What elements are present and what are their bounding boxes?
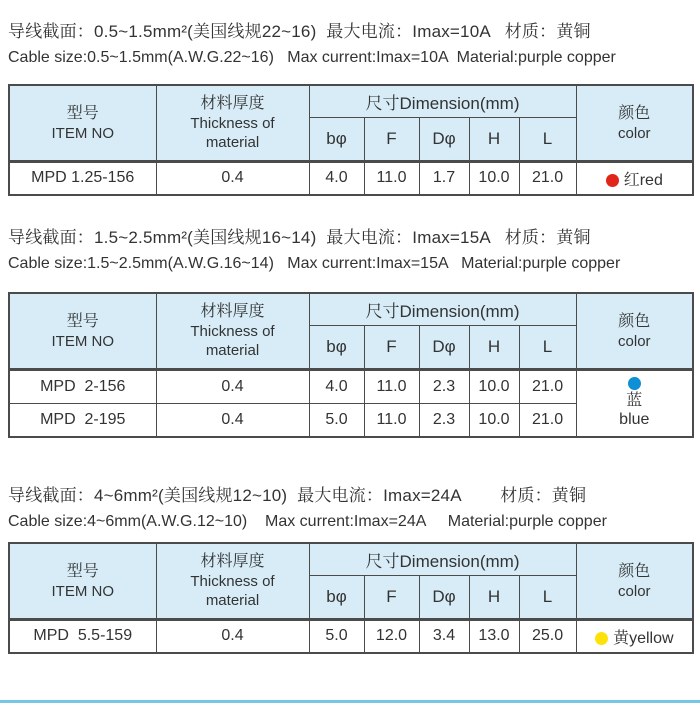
dim-l-cell: 21.0 bbox=[519, 403, 576, 437]
thickness-label-zh: 材料厚度 bbox=[200, 303, 265, 321]
dim-d-cell: 2.3 bbox=[419, 403, 469, 437]
table1-header-dim-l: L bbox=[519, 117, 576, 161]
table3-row-mpd-5-5-159 bbox=[9, 619, 693, 653]
dim-f-cell: 11.0 bbox=[364, 403, 419, 437]
item-no-label-zh: 型号 bbox=[66, 104, 99, 122]
thickness-label-en1: Thickness of bbox=[190, 115, 275, 133]
item-no-label-en: ITEM NO bbox=[51, 332, 114, 350]
section3-spec-line-en: Cable size:4~6mm(A.W.G.12~10) Max current:Imax=24A Material:purple copper bbox=[8, 513, 607, 530]
thickness-label-zh: 材料厚度 bbox=[200, 95, 265, 113]
blue-dot-icon bbox=[628, 377, 641, 390]
section3-spec-line-zh: 导线截面：4~6mm²(美国线规12~10) 最大电流：Imax=24A 材质：黄铜 bbox=[8, 486, 587, 505]
color-label-zh: 颜色 bbox=[618, 104, 651, 122]
thickness-cell: 0.4 bbox=[156, 403, 309, 437]
item-no-label-en: ITEM NO bbox=[51, 124, 114, 142]
dim-h-cell: 10.0 bbox=[469, 369, 519, 403]
table3-header-thickness bbox=[156, 543, 309, 619]
table2-header-item-no bbox=[9, 293, 156, 369]
table2-header-dim-h: H bbox=[469, 325, 519, 369]
table1-header-item-no bbox=[9, 85, 156, 161]
dim-l-cell: 25.0 bbox=[519, 619, 576, 653]
thickness-cell: 0.4 bbox=[156, 619, 309, 653]
spec-table-3 bbox=[8, 542, 694, 654]
thickness-label-en1: Thickness of bbox=[190, 573, 275, 591]
item-no-cell: MPD 2-156 bbox=[9, 369, 156, 403]
table1-row-mpd-1-25-156 bbox=[9, 161, 693, 195]
color-text-en: blue bbox=[619, 411, 650, 429]
color-label-en: color bbox=[618, 124, 651, 142]
dim-f-cell: 11.0 bbox=[364, 369, 419, 403]
dim-d-cell: 3.4 bbox=[419, 619, 469, 653]
dim-l-cell: 21.0 bbox=[519, 369, 576, 403]
page-bottom-divider bbox=[0, 700, 700, 703]
table2-header-dim-l: L bbox=[519, 325, 576, 369]
dim-l-cell: 21.0 bbox=[519, 161, 576, 195]
dim-b-cell: 5.0 bbox=[309, 403, 364, 437]
item-no-label-zh: 型号 bbox=[66, 562, 99, 580]
dim-b-cell: 4.0 bbox=[309, 369, 364, 403]
dim-b-cell: 4.0 bbox=[309, 161, 364, 195]
table3-header-dim-b: bφ bbox=[309, 575, 364, 619]
section2-spec-line-en: Cable size:1.5~2.5mm(A.W.G.16~14) Max current:Imax=15A Material:purple copper bbox=[8, 255, 621, 272]
section2-spec-line-zh: 导线截面：1.5~2.5mm²(美国线规16~14) 最大电流：Imax=15A 材质：黄铜 bbox=[8, 228, 591, 247]
table3-header-color bbox=[576, 543, 693, 619]
section1-spec-line-en: Cable size:0.5~1.5mm(A.W.G.22~16) Max current:Imax=10A Material:purple copper bbox=[8, 49, 616, 66]
table2-header-row-1 bbox=[9, 293, 693, 325]
color-cell-blue bbox=[576, 369, 693, 437]
color-cell-yellow bbox=[576, 619, 693, 653]
color-label-en: color bbox=[618, 332, 651, 350]
dim-f-cell: 11.0 bbox=[364, 161, 419, 195]
table3-header-dim-l: L bbox=[519, 575, 576, 619]
item-no-cell: MPD 5.5-159 bbox=[9, 619, 156, 653]
red-dot-icon bbox=[606, 174, 619, 187]
table1-header-color bbox=[576, 85, 693, 161]
table3-header-row-1 bbox=[9, 543, 693, 575]
item-no-cell: MPD 2-195 bbox=[9, 403, 156, 437]
color-text: 红red bbox=[623, 171, 663, 189]
item-no-cell: MPD 1.25-156 bbox=[9, 161, 156, 195]
dim-h-cell: 10.0 bbox=[469, 161, 519, 195]
table2-header-thickness bbox=[156, 293, 309, 369]
table2-row-mpd-2-156 bbox=[9, 369, 693, 403]
table1-header-dim-d: Dφ bbox=[419, 117, 469, 161]
table2-header-dim-b: bφ bbox=[309, 325, 364, 369]
color-text-zh: 蓝 bbox=[626, 392, 643, 410]
table2-header-color bbox=[576, 293, 693, 369]
color-label-zh: 颜色 bbox=[618, 312, 651, 330]
dim-b-cell: 5.0 bbox=[309, 619, 364, 653]
color-label-zh: 颜色 bbox=[618, 562, 651, 580]
thickness-label-zh: 材料厚度 bbox=[200, 553, 265, 571]
table2-header-dim-d: Dφ bbox=[419, 325, 469, 369]
table1-header-row-1 bbox=[9, 85, 693, 117]
table2-header-dim-f: F bbox=[364, 325, 419, 369]
dim-h-cell: 13.0 bbox=[469, 619, 519, 653]
item-no-label-zh: 型号 bbox=[66, 312, 99, 330]
color-cell-red bbox=[576, 161, 693, 195]
color-label-en: color bbox=[618, 582, 651, 600]
table3-header-dim-f: F bbox=[364, 575, 419, 619]
dim-h-cell: 10.0 bbox=[469, 403, 519, 437]
dim-f-cell: 12.0 bbox=[364, 619, 419, 653]
thickness-label-en2: material bbox=[205, 592, 260, 610]
thickness-cell: 0.4 bbox=[156, 369, 309, 403]
spec-table-2 bbox=[8, 292, 694, 438]
table1-header-dim-f: F bbox=[364, 117, 419, 161]
table3-header-dimension: 尺寸Dimension(mm) bbox=[309, 543, 576, 575]
thickness-cell: 0.4 bbox=[156, 161, 309, 195]
thickness-label-en2: material bbox=[205, 134, 260, 152]
section1-spec-line-zh: 导线截面：0.5~1.5mm²(美国线规22~16) 最大电流：Imax=10A 材质：黄铜 bbox=[8, 22, 591, 41]
dim-d-cell: 2.3 bbox=[419, 369, 469, 403]
table3-header-dim-d: Dφ bbox=[419, 575, 469, 619]
thickness-label-en2: material bbox=[205, 342, 260, 360]
table1-header-dim-b: bφ bbox=[309, 117, 364, 161]
table1-header-thickness bbox=[156, 85, 309, 161]
yellow-dot-icon bbox=[595, 632, 608, 645]
thickness-label-en1: Thickness of bbox=[190, 323, 275, 341]
table1-header-dim-h: H bbox=[469, 117, 519, 161]
table3-header-item-no bbox=[9, 543, 156, 619]
table3-header-dim-h: H bbox=[469, 575, 519, 619]
spec-table-1 bbox=[8, 84, 694, 196]
item-no-label-en: ITEM NO bbox=[51, 582, 114, 600]
table1-header-dimension: 尺寸Dimension(mm) bbox=[309, 85, 576, 117]
dim-d-cell: 1.7 bbox=[419, 161, 469, 195]
table2-header-dimension: 尺寸Dimension(mm) bbox=[309, 293, 576, 325]
color-text: 黄yellow bbox=[613, 629, 674, 647]
